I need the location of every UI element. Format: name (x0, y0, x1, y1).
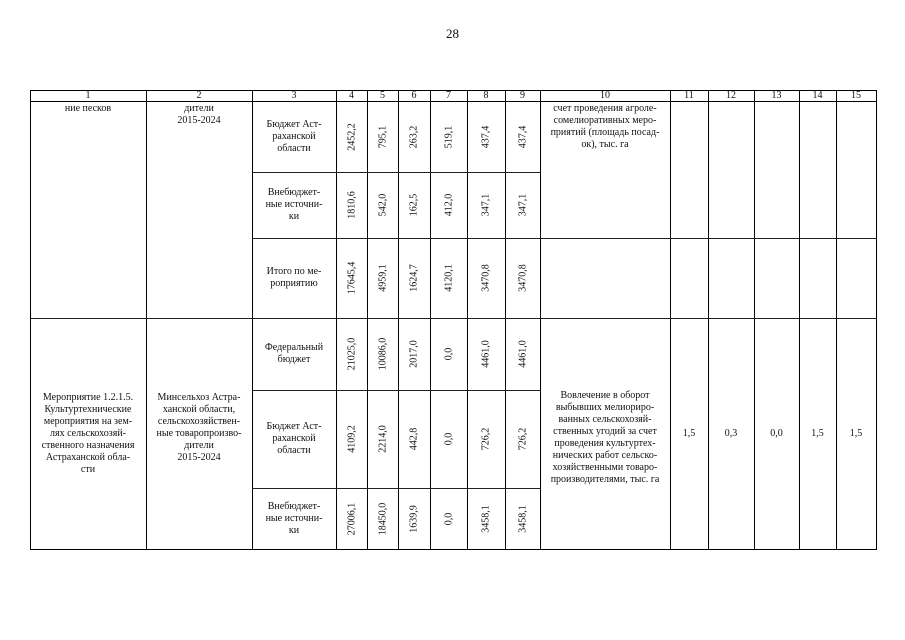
column-line-6 (430, 90, 431, 550)
upper-value-1-4: 347,1 (480, 193, 492, 217)
column-header-15: 15 (851, 90, 861, 101)
lower-executor-cell (148, 392, 250, 464)
lower-source-cell-0-line: Федеральный (264, 342, 324, 353)
header-bottom-border (30, 101, 876, 102)
column-header-4: 4 (349, 90, 354, 101)
lower-indicator-cell-line: выбывших мелиориро- (555, 401, 655, 413)
upper-source-cell-1-line: ки (288, 211, 300, 222)
lower-value-0-1: 10086,0 (377, 337, 388, 371)
lower-target-14: 1,5 (811, 427, 824, 439)
column-line-0 (30, 90, 31, 550)
lower-target-13: 0,0 (770, 427, 783, 439)
column-header-5: 5 (380, 90, 385, 101)
lower-value-1-5: 726,2 (517, 427, 528, 451)
lower-value-1-1: 2214,0 (377, 425, 388, 453)
upper-source-cell-0 (254, 119, 334, 155)
lower-value-2-1: 18450,0 (377, 502, 388, 535)
lower-indicator-cell-line: производителями, тыс. га (550, 473, 660, 485)
upper-value-0-1: 795,1 (377, 125, 388, 148)
lower-source-cell-2-line: Внебюджет- (267, 500, 321, 512)
upper-value-2-2: 1624,7 (408, 264, 420, 292)
lower-value-1-0: 4109,2 (346, 425, 357, 453)
lower-source-cell-2-line: ные источни- (265, 512, 323, 524)
upper-indicator-cell-line: ок), тыс. га (581, 139, 629, 150)
lower-executor-cell-line: сельскохозяйствен- (157, 415, 241, 427)
column-line-4 (367, 90, 368, 550)
lower-executor-cell-line: ханской области, (162, 403, 236, 415)
lower-source-cell-0 (254, 342, 334, 366)
lower-source-cell-2-line: ки (288, 524, 300, 536)
column-line-5 (398, 90, 399, 550)
column-header-14: 14 (812, 90, 823, 101)
upper-targets-line (670, 238, 876, 239)
lower-target-15: 1,5 (849, 427, 863, 439)
column-line-3 (336, 90, 337, 550)
upper-source-cell-2-line: Итого по ме- (266, 266, 322, 277)
lower-executor-cell-line: дители (184, 439, 214, 451)
upper-value-0-2: 263,2 (408, 125, 420, 148)
lower-value-0-5: 4461,0 (517, 340, 528, 368)
lower-value-2-5: 3458,1 (517, 504, 528, 533)
lower-value-0-4: 4461,0 (480, 340, 492, 368)
lower-activity-cell-line: ственного назначения (41, 439, 135, 451)
upper-source-cell-2-line: роприятию (270, 278, 318, 289)
lower-source-cell-1-line: раханской (272, 433, 316, 444)
lower-value-1-4: 726,2 (480, 427, 492, 451)
upper-value-2-3: 4120,1 (443, 264, 454, 292)
upper-value-0-4: 437,4 (480, 125, 492, 148)
lower-value-2-0: 27006,1 (346, 502, 357, 535)
lower-source-cell-1-line: Бюджет Аст- (266, 421, 322, 432)
column-header-11: 11 (684, 90, 694, 101)
column-line-15 (876, 90, 877, 550)
lower-target-12: 0,3 (724, 427, 738, 439)
upper-indicator-cell (542, 103, 668, 151)
upper-value-0-5: 437,4 (517, 125, 528, 148)
column-header-2: 2 (196, 90, 202, 101)
upper-source-cell-0-line: Бюджет Аст- (266, 118, 322, 130)
column-line-10 (670, 90, 671, 550)
column-line-13 (799, 90, 800, 550)
lower-indicator-cell-line: хозяйственными товаро- (552, 461, 658, 473)
upper-executor-cell-line: дители (184, 103, 214, 114)
lower-activity-cell (32, 392, 144, 476)
column-header-7: 7 (446, 90, 451, 101)
lower-executor-cell-line: ные товаропроизво- (156, 427, 242, 439)
lower-value-0-3: 0,0 (443, 347, 454, 361)
column-line-14 (836, 90, 837, 550)
lower-source-cell-1 (254, 421, 334, 457)
upper-source-cell-1-line: Внебюджет- (267, 187, 321, 198)
lower-indicator-cell (542, 390, 668, 486)
column-header-1: 1 (85, 90, 91, 101)
lower-indicator-cell-line: Вовлечение в оборот (560, 389, 650, 401)
upper-value-0-0: 2452,2 (346, 122, 357, 151)
upper-source-cell-1 (254, 187, 334, 223)
lower-activity-cell-line: лях сельскохозяй- (49, 427, 127, 439)
upper-source-cell-0-line: раханской (272, 130, 316, 142)
upper-value-2-0: 17645,4 (346, 261, 357, 295)
lower-activity-cell-line: Культуртехнические (44, 403, 132, 415)
upper-value-2-5: 3470,8 (517, 264, 528, 292)
lower-activity-cell-line: мероприятия на зем- (43, 415, 133, 427)
upper-executor-cell-line: 2015-2024 (177, 115, 221, 126)
upper-row-line (252, 172, 540, 173)
upper-source-cell-2 (254, 266, 334, 290)
lower-source-cell-0-line: бюджет (277, 354, 311, 365)
lower-source-cell-1-line: области (277, 445, 311, 456)
lower-source-cell-2 (254, 501, 334, 537)
lower-executor-cell-line: Минсельхоз Астра- (157, 391, 241, 403)
lower-row-line (252, 390, 540, 391)
upper-indicator-cell-line: сомелиоративных меро- (553, 115, 657, 126)
lower-indicator-cell-line: ванных сельскохозяй- (558, 413, 652, 425)
upper-source-cell-0-line: области (277, 142, 311, 154)
upper-value-1-3: 412,0 (443, 193, 454, 217)
lower-value-2-3: 0,0 (443, 512, 454, 525)
lower-indicator-cell-line: ственных угодий за счет (553, 425, 657, 437)
upper-executor-cell (146, 103, 252, 127)
lower-value-1-2: 442,8 (408, 427, 420, 451)
lower-row-line (252, 488, 540, 489)
upper-value-0-3: 519,1 (443, 125, 454, 148)
column-header-8: 8 (483, 90, 489, 101)
lower-value-0-0: 21025,0 (346, 337, 357, 371)
lower-executor-cell-line: 2015-2024 (177, 451, 221, 463)
column-line-12 (754, 90, 755, 550)
upper-value-2-1: 4959,1 (377, 264, 388, 292)
upper-indicator-cell-line: приятий (площадь посад- (550, 127, 660, 138)
column-header-10: 10 (600, 90, 610, 101)
column-header-13: 13 (771, 90, 782, 101)
upper-indicator-cell-line: счет проведения агроле- (553, 103, 657, 114)
lower-value-1-3: 0,0 (443, 432, 454, 446)
page-number: 28 (446, 26, 459, 41)
upper-col10-line (540, 238, 670, 239)
upper-value-1-2: 162,5 (408, 193, 420, 217)
column-line-9 (540, 90, 541, 550)
upper-value-1-0: 1810,6 (346, 191, 357, 219)
lower-value-2-4: 3458,1 (480, 504, 492, 533)
upper-row-line (252, 238, 540, 239)
lower-value-2-2: 1639,9 (408, 504, 420, 533)
lower-value-0-2: 2017,0 (408, 340, 420, 368)
lower-activity-cell-line: сти (80, 463, 96, 475)
upper-activity-cell-line: ние песков (64, 103, 112, 114)
upper-value-1-1: 542,0 (377, 193, 388, 217)
column-line-8 (505, 90, 506, 550)
upper-source-cell-1-line: ные источни- (265, 199, 323, 210)
block-separator (30, 318, 876, 319)
upper-value-2-4: 3470,8 (480, 264, 492, 292)
column-line-11 (708, 90, 709, 550)
column-header-3: 3 (291, 90, 297, 101)
upper-activity-cell (30, 103, 146, 115)
column-line-2 (252, 90, 253, 550)
column-header-9: 9 (520, 90, 525, 101)
upper-value-1-5: 347,1 (517, 193, 528, 217)
column-line-7 (467, 90, 468, 550)
column-line-1 (146, 90, 147, 550)
table-bottom-border (30, 549, 876, 550)
lower-indicator-cell-line: нических работ сельско- (552, 449, 658, 461)
lower-target-11: 1,5 (682, 427, 696, 439)
lower-activity-cell-line: Астраханской обла- (45, 451, 131, 463)
column-header-12: 12 (726, 90, 736, 101)
column-header-6: 6 (411, 90, 417, 101)
lower-indicator-cell-line: проведения культуртех- (554, 437, 656, 449)
lower-activity-cell-line: Мероприятие 1.2.1.5. (42, 391, 134, 403)
